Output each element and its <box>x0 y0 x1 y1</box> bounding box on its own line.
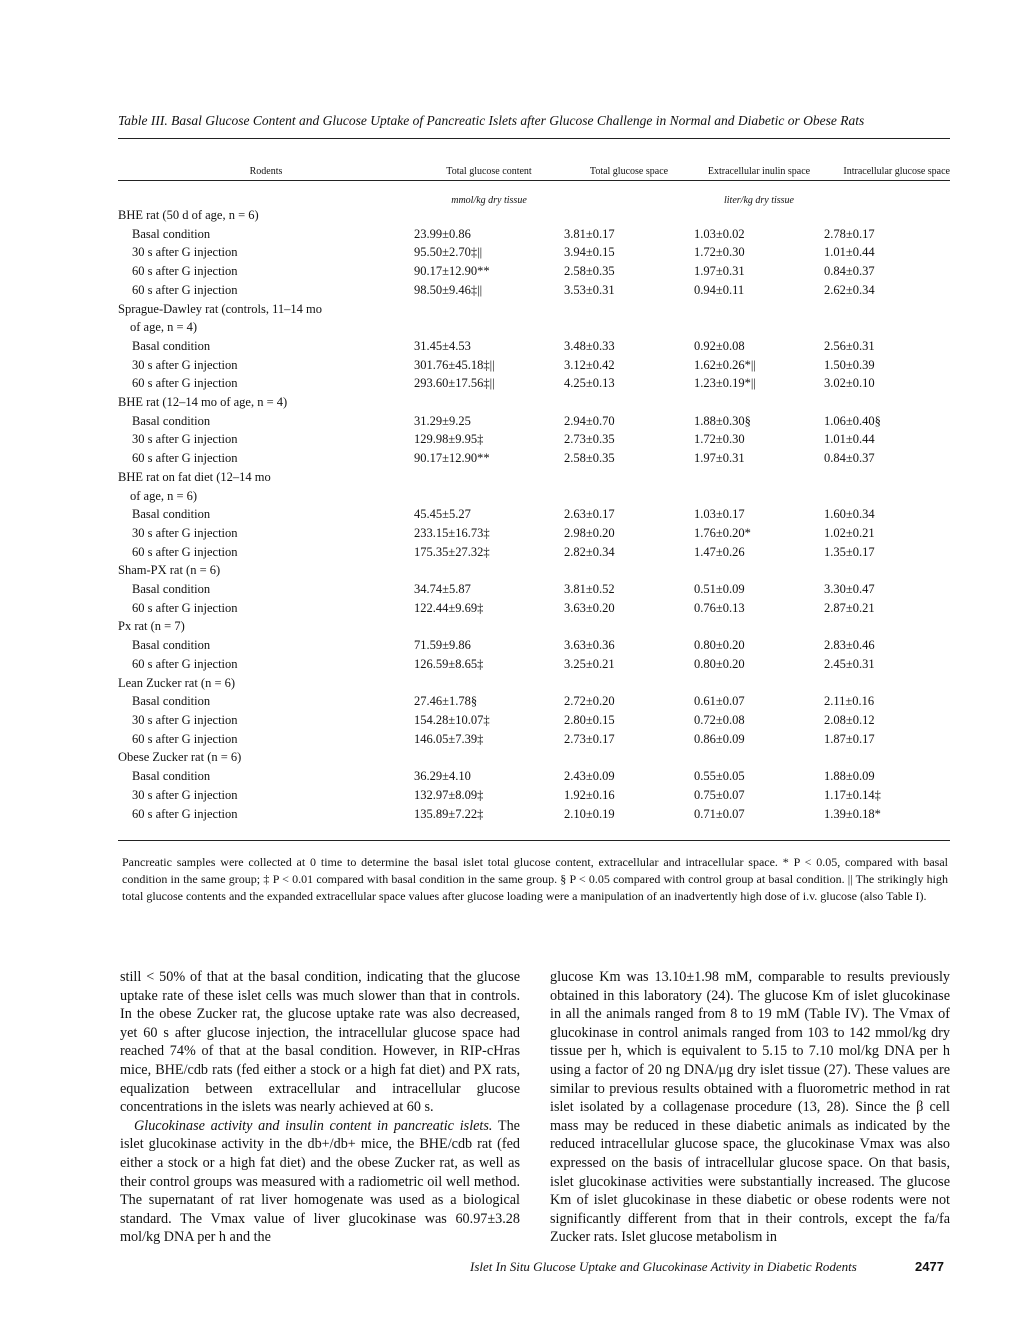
units-rule-space <box>700 180 950 181</box>
row-group-label: of age, n = 6) <box>130 488 198 503</box>
cell-intracellular-glucose-space: 1.35±0.17 <box>824 544 875 559</box>
cell-extracellular-inulin-space: 1.23±0.19*|| <box>694 376 756 391</box>
cell-extracellular-inulin-space <box>694 617 824 636</box>
table-row <box>118 786 950 805</box>
cell-extracellular-inulin-space: 1.76±0.20* <box>694 525 751 540</box>
cell-extracellular-inulin-space: 1.47±0.26 <box>694 544 745 559</box>
cell-intracellular-glucose-space <box>824 300 950 319</box>
header-extracellular-inulin-space: Extracellular inulin space <box>707 166 811 177</box>
cell-intracellular-glucose-space <box>824 393 950 412</box>
row-condition-label: Basal condition <box>132 413 211 428</box>
cell-total-glucose-content: 301.76±45.18‡|| <box>414 357 495 372</box>
cell-intracellular-glucose-space: 1.06±0.40§ <box>824 413 881 428</box>
cell-intracellular-glucose-space: 1.39±0.18* <box>824 806 881 821</box>
cell-intracellular-glucose-space: 2.78±0.17 <box>824 226 875 241</box>
row-condition-label: Basal condition <box>132 638 211 653</box>
cell-extracellular-inulin-space <box>694 206 824 225</box>
cell-total-glucose-content: 90.17±12.90** <box>414 264 490 279</box>
row-group-label: Lean Zucker rat (n = 6) <box>118 675 236 690</box>
cell-extracellular-inulin-space: 0.75±0.07 <box>694 787 745 802</box>
table-bottom-rule <box>118 840 950 841</box>
table-row <box>118 805 950 824</box>
table-footnote: Pancreatic samples were collected at 0 time to determine the basal islet total glucose content, extracellular and intracellular space. * P < 0.05, compared with basal condition in the same group; ‡ P < 0.01 compared with basal condition in the same group. § P < 0.05 compared with control group at basal condition. || The strikingly high total glucose contents and the expanded extracellular space values after glucose loading were a manipulation of an inadvertently high dose of i.v. glucose (also Table I). <box>122 855 948 903</box>
table-row <box>118 543 950 562</box>
cell-extracellular-inulin-space: 1.72±0.30 <box>694 245 745 260</box>
header-total-glucose-content: Total glucose content <box>446 166 532 177</box>
table-row <box>118 412 950 431</box>
cell-total-glucose-content: 31.45±4.53 <box>414 338 471 353</box>
cell-intracellular-glucose-space: 2.83±0.46 <box>824 638 875 653</box>
page-number: 2477 <box>915 1259 944 1274</box>
cell-extracellular-inulin-space <box>694 748 824 767</box>
row-condition-label: 30 s after G injection <box>132 525 238 540</box>
cell-extracellular-inulin-space: 1.62±0.26*|| <box>694 357 756 372</box>
cell-total-glucose-space: 2.98±0.20 <box>564 525 615 540</box>
cell-total-glucose-space: 2.10±0.19 <box>564 806 615 821</box>
units-content: mmol/kg dry tissue <box>451 195 527 206</box>
running-title: Islet In Situ Glucose Uptake and Glucokinase Activity in Diabetic Rodents <box>470 1259 857 1274</box>
cell-total-glucose-content: 71.59±9.86 <box>414 638 471 653</box>
table-row <box>118 711 950 730</box>
cell-intracellular-glucose-space: 2.11±0.16 <box>824 694 875 709</box>
row-group-label: Sham-PX rat (n = 6) <box>118 563 221 578</box>
cell-total-glucose-content: 154.28±10.07‡ <box>414 712 490 727</box>
cell-total-glucose-content: 146.05±7.39‡ <box>414 731 484 746</box>
cell-total-glucose-content: 129.98±9.95‡ <box>414 432 484 447</box>
cell-total-glucose-content: 135.89±7.22‡ <box>414 806 484 821</box>
left-paragraph-1: still < 50% of that at the basal condition, indicating that the glucose uptake rate of these islet cells was much slower than that in controls. In the obese Zucker rat, the glucose uptake rate was also decreased, yet 60 s after glucose injection, the intracellular glucose space had reached 74% of that at the basal condition. However, in RIP-cHras mice, BHE/cdb rats (fed either a stock or a high fat diet) and PX rats, equalization between extracellular and intracellular glucose concentrations in the islets was nearly achieved at 60 s. <box>120 969 520 1116</box>
table-top-rule <box>118 138 950 139</box>
row-condition-label: 30 s after G injection <box>132 787 238 802</box>
row-condition-label: Basal condition <box>132 582 211 597</box>
table-row <box>118 655 950 674</box>
table-row <box>118 748 950 767</box>
table-row <box>118 730 950 749</box>
left-paragraph-2-text: The islet glucokinase activity in the db+/db+ mice, the BHE/cdb rat (fed either a stock or a high fat diet) and the obese Zucker rat, as well as their control groups was measured with a radiometric oil well method. The supernatant of rat liver homogenate was used as a biological standard. The Vmax value of liver glucokinase was 60.97±3.28 mol/kg DNA per h and the <box>120 1117 520 1246</box>
cell-extracellular-inulin-space: 0.72±0.08 <box>694 712 745 727</box>
table-row <box>118 561 950 580</box>
row-condition-label: 30 s after G injection <box>132 245 238 260</box>
cell-intracellular-glucose-space: 0.84±0.37 <box>824 264 875 279</box>
table-row <box>118 449 950 468</box>
table-row <box>118 281 950 300</box>
cell-total-glucose-space <box>564 617 694 636</box>
row-group-label: Obese Zucker rat (n = 6) <box>118 750 242 765</box>
table-row <box>118 524 950 543</box>
cell-total-glucose-content: 95.50±2.70‡|| <box>414 245 483 260</box>
cell-total-glucose-space: 3.25±0.21 <box>564 656 615 671</box>
row-group-label: Sprague-Dawley rat (controls, 11–14 mo <box>118 301 322 316</box>
data-table <box>118 142 950 823</box>
cell-total-glucose-content: 132.97±8.09‡ <box>414 787 484 802</box>
cell-extracellular-inulin-space: 0.86±0.09 <box>694 731 745 746</box>
row-condition-label: 60 s after G injection <box>132 451 238 466</box>
cell-total-glucose-space: 3.63±0.20 <box>564 600 615 615</box>
cell-total-glucose-content: 175.35±27.32‡ <box>414 544 490 559</box>
cell-total-glucose-content <box>414 393 564 412</box>
units-rule-content <box>418 180 554 181</box>
table-row <box>118 487 950 506</box>
cell-extracellular-inulin-space <box>694 487 824 506</box>
row-group-label: BHE rat (50 d of age, n = 6) <box>118 208 259 222</box>
table-row <box>118 430 950 449</box>
cell-intracellular-glucose-space: 2.62±0.34 <box>824 282 875 297</box>
cell-total-glucose-space <box>564 748 694 767</box>
cell-total-glucose-content: 34.74±5.87 <box>414 582 471 597</box>
cell-extracellular-inulin-space <box>694 468 824 487</box>
cell-total-glucose-space: 3.81±0.52 <box>564 582 615 597</box>
row-condition-label: 60 s after G injection <box>132 731 238 746</box>
cell-extracellular-inulin-space: 0.76±0.13 <box>694 600 745 615</box>
cell-total-glucose-space: 3.53±0.31 <box>564 282 615 297</box>
cell-total-glucose-content <box>414 748 564 767</box>
cell-intracellular-glucose-space <box>824 674 950 693</box>
row-condition-label: 60 s after G injection <box>132 376 238 391</box>
cell-extracellular-inulin-space: 1.72±0.30 <box>694 432 745 447</box>
cell-intracellular-glucose-space: 1.01±0.44 <box>824 432 875 447</box>
header-total-glucose-space: Total glucose space <box>589 166 669 177</box>
row-condition-label: 60 s after G injection <box>132 600 238 615</box>
row-group-label: of age, n = 4) <box>130 320 198 335</box>
cell-total-glucose-space: 2.73±0.17 <box>564 731 615 746</box>
row-condition-label: Basal condition <box>132 769 211 784</box>
cell-intracellular-glucose-space: 1.02±0.21 <box>824 525 875 540</box>
left-paragraph-2 <box>120 1117 520 1247</box>
cell-total-glucose-space <box>564 300 694 319</box>
cell-intracellular-glucose-space: 1.60±0.34 <box>824 507 875 522</box>
row-group-label: Px rat (n = 7) <box>118 619 185 634</box>
cell-intracellular-glucose-space: 2.56±0.31 <box>824 338 875 353</box>
header-intracellular-glucose-space: Intracellular glucose space <box>843 166 950 177</box>
cell-total-glucose-space: 2.63±0.17 <box>564 507 615 522</box>
cell-total-glucose-space: 3.81±0.17 <box>564 226 615 241</box>
cell-extracellular-inulin-space: 1.97±0.31 <box>694 264 745 279</box>
table-row <box>118 262 950 281</box>
cell-intracellular-glucose-space <box>824 206 950 225</box>
row-condition-label: Basal condition <box>132 694 211 709</box>
cell-intracellular-glucose-space: 0.84±0.37 <box>824 451 875 466</box>
cell-intracellular-glucose-space: 1.50±0.39 <box>824 357 875 372</box>
cell-total-glucose-space <box>564 206 694 225</box>
table-row <box>118 617 950 636</box>
row-condition-label: Basal condition <box>132 226 211 241</box>
cell-total-glucose-content <box>414 674 564 693</box>
cell-intracellular-glucose-space: 1.17±0.14‡ <box>824 787 881 802</box>
cell-extracellular-inulin-space <box>694 393 824 412</box>
cell-extracellular-inulin-space: 1.03±0.02 <box>694 226 745 241</box>
cell-extracellular-inulin-space: 0.71±0.07 <box>694 806 745 821</box>
cell-total-glucose-space: 2.82±0.34 <box>564 544 615 559</box>
cell-extracellular-inulin-space: 0.94±0.11 <box>694 282 745 297</box>
table-row <box>118 356 950 375</box>
cell-total-glucose-content <box>414 487 564 506</box>
cell-intracellular-glucose-space: 2.08±0.12 <box>824 712 875 727</box>
cell-total-glucose-content: 36.29±4.10 <box>414 769 471 784</box>
cell-total-glucose-content: 23.99±0.86 <box>414 226 471 241</box>
row-condition-label: Basal condition <box>132 338 211 353</box>
table-row <box>118 674 950 693</box>
table-row <box>118 243 950 262</box>
cell-total-glucose-content <box>414 617 564 636</box>
cell-intracellular-glucose-space: 2.87±0.21 <box>824 600 875 615</box>
row-group-label: BHE rat on fat diet (12–14 mo <box>118 469 271 484</box>
cell-total-glucose-content: 293.60±17.56‡|| <box>414 376 495 391</box>
cell-intracellular-glucose-space <box>824 318 950 337</box>
cell-intracellular-glucose-space: 3.30±0.47 <box>824 582 875 597</box>
cell-extracellular-inulin-space: 1.03±0.17 <box>694 507 745 522</box>
header-rodents: Rodents <box>249 166 283 177</box>
table-row <box>118 468 950 487</box>
table-row <box>118 580 950 599</box>
cell-total-glucose-space: 2.73±0.35 <box>564 432 615 447</box>
row-condition-label: 60 s after G injection <box>132 806 238 821</box>
row-condition-label: 60 s after G injection <box>132 282 238 297</box>
cell-extracellular-inulin-space <box>694 674 824 693</box>
cell-extracellular-inulin-space: 0.80±0.20 <box>694 638 745 653</box>
cell-total-glucose-space: 2.58±0.35 <box>564 264 615 279</box>
cell-extracellular-inulin-space: 0.51±0.09 <box>694 582 745 597</box>
cell-extracellular-inulin-space: 0.61±0.07 <box>694 694 745 709</box>
cell-total-glucose-space: 2.72±0.20 <box>564 694 615 709</box>
units-space: liter/kg dry tissue <box>724 195 794 206</box>
table-row <box>118 225 950 244</box>
cell-total-glucose-space: 2.43±0.09 <box>564 769 615 784</box>
cell-total-glucose-space <box>564 393 694 412</box>
cell-total-glucose-space: 3.12±0.42 <box>564 357 615 372</box>
cell-intracellular-glucose-space <box>824 468 950 487</box>
cell-total-glucose-content: 90.17±12.90** <box>414 451 490 466</box>
cell-total-glucose-content <box>414 300 564 319</box>
table-row <box>118 767 950 786</box>
row-condition-label: 30 s after G injection <box>132 432 238 447</box>
right-paragraph-1: glucose Km was 13.10±1.98 mM, comparable to results previously obtained in this laboratory (24). The glucose Km of islet glucokinase in all the animals ranged from 8 to 19 mM (Table IV). The Vmax of glucokinase in control animals ranged from 103 to 142 mmol/kg dry tissue per h, which is equivalent to 5.15 to 7.10 mol/kg DNA per h using a factor of 20 ng DNA/μg dry islet tissue (27). These values are similar to previous results obtained with a fluorometric method in rat islet isolated by a collagenase procedure (13, 28). Since the β cell mass may be reduced in these diabetic animals as indicated by the reduced intracellular glucose space, the glucokinase Vmax was also expressed on the basis of intracellular glucose space. On that basis, islet glucokinase activities were substantially increased. The glucose Km of islet glucokinase in these diabetic or obese rodents were not significantly different from that in their controls, except the fa/fa Zucker rats. Islet glucose metabolism in <box>550 969 950 1246</box>
table-row <box>118 505 950 524</box>
table-caption: Table III. Basal Glucose Content and Glucose Uptake of Pancreatic Islets after Glucose Challenge in Normal and Diabetic or Obese Rats <box>118 113 865 128</box>
cell-total-glucose-content <box>414 468 564 487</box>
table-row <box>118 599 950 618</box>
cell-total-glucose-content <box>414 206 564 225</box>
table-row <box>118 300 950 319</box>
cell-extracellular-inulin-space <box>694 318 824 337</box>
table-row <box>118 206 950 225</box>
cell-intracellular-glucose-space: 2.45±0.31 <box>824 656 875 671</box>
cell-total-glucose-content: 233.15±16.73‡ <box>414 525 490 540</box>
cell-extracellular-inulin-space: 0.80±0.20 <box>694 656 745 671</box>
cell-total-glucose-content: 126.59±8.65‡ <box>414 656 484 671</box>
cell-total-glucose-space: 3.94±0.15 <box>564 245 615 260</box>
row-condition-label: 60 s after G injection <box>132 264 238 279</box>
cell-extracellular-inulin-space: 0.92±0.08 <box>694 338 745 353</box>
cell-total-glucose-space <box>564 468 694 487</box>
cell-total-glucose-space <box>564 487 694 506</box>
cell-total-glucose-space: 2.94±0.70 <box>564 413 615 428</box>
cell-intracellular-glucose-space <box>824 617 950 636</box>
cell-intracellular-glucose-space <box>824 748 950 767</box>
cell-total-glucose-space <box>564 674 694 693</box>
cell-total-glucose-content <box>414 318 564 337</box>
cell-total-glucose-content <box>414 561 564 580</box>
cell-total-glucose-space: 1.92±0.16 <box>564 787 615 802</box>
cell-total-glucose-space: 3.63±0.36 <box>564 638 615 653</box>
table-row <box>118 393 950 412</box>
cell-total-glucose-space: 3.48±0.33 <box>564 338 615 353</box>
left-column <box>120 968 520 1247</box>
cell-total-glucose-space <box>564 561 694 580</box>
table-row <box>118 374 950 393</box>
cell-total-glucose-content: 122.44±9.69‡ <box>414 600 484 615</box>
cell-extracellular-inulin-space: 1.97±0.31 <box>694 451 745 466</box>
cell-intracellular-glucose-space: 1.87±0.17 <box>824 731 875 746</box>
cell-total-glucose-space: 2.58±0.35 <box>564 451 615 466</box>
row-group-label: BHE rat (12–14 mo of age, n = 4) <box>118 395 288 410</box>
table-row <box>118 636 950 655</box>
cell-total-glucose-content: 31.29±9.25 <box>414 413 471 428</box>
table-row <box>118 692 950 711</box>
cell-extracellular-inulin-space <box>694 300 824 319</box>
cell-intracellular-glucose-space: 1.88±0.09 <box>824 769 875 784</box>
cell-total-glucose-content: 45.45±5.27 <box>414 507 471 522</box>
cell-intracellular-glucose-space <box>824 487 950 506</box>
cell-total-glucose-content: 98.50±9.46‡|| <box>414 282 483 297</box>
row-condition-label: 30 s after G injection <box>132 712 238 727</box>
cell-total-glucose-space: 4.25±0.13 <box>564 376 615 391</box>
cell-total-glucose-space: 2.80±0.15 <box>564 712 615 727</box>
right-column <box>550 968 950 1247</box>
cell-total-glucose-content: 27.46±1.78§ <box>414 694 478 709</box>
cell-extracellular-inulin-space <box>694 561 824 580</box>
cell-total-glucose-space <box>564 318 694 337</box>
section-heading: Glucokinase activity and insulin content in pancreatic islets. <box>134 1117 493 1134</box>
row-condition-label: 30 s after G injection <box>132 357 238 372</box>
table-row <box>118 318 950 337</box>
cell-extracellular-inulin-space: 0.55±0.05 <box>694 769 745 784</box>
cell-intracellular-glucose-space: 3.02±0.10 <box>824 376 875 391</box>
row-condition-label: 60 s after G injection <box>132 656 238 671</box>
row-condition-label: 60 s after G injection <box>132 544 238 559</box>
row-condition-label: Basal condition <box>132 507 211 522</box>
cell-extracellular-inulin-space: 1.88±0.30§ <box>694 413 751 428</box>
table-row <box>118 337 950 356</box>
cell-intracellular-glucose-space: 1.01±0.44 <box>824 245 875 260</box>
cell-intracellular-glucose-space <box>824 561 950 580</box>
